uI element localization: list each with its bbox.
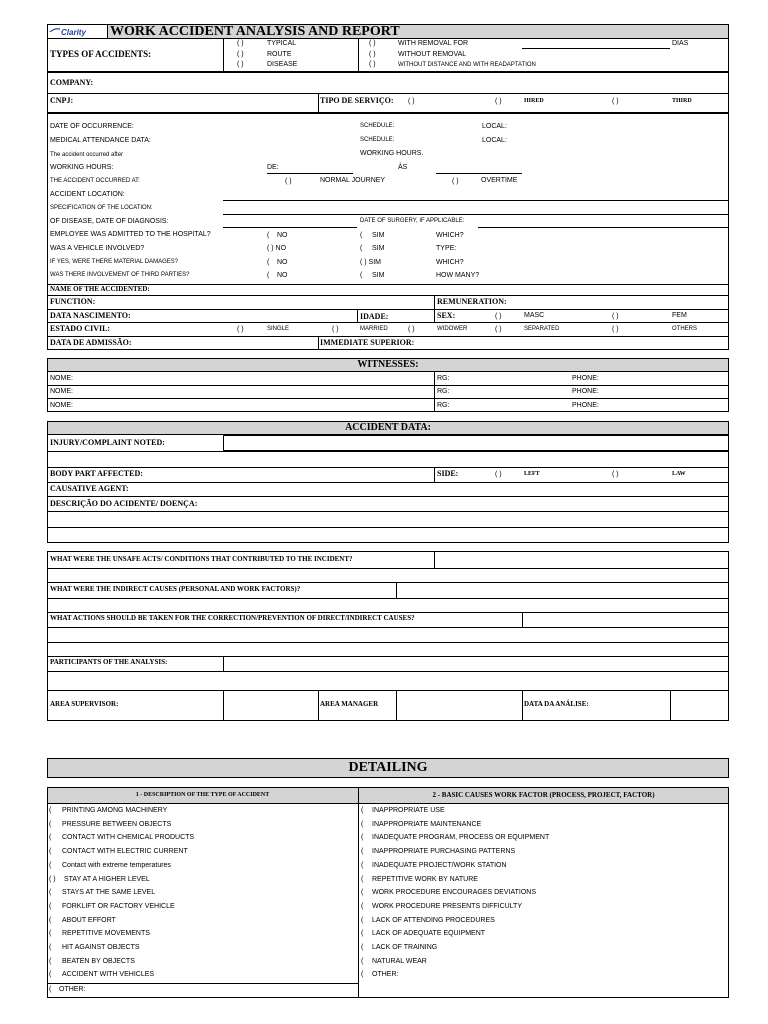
side-left-label: LEFT [524,471,540,477]
basic-cause-item-label: INAPPROPRIATE PURCHASING PATTERNS [372,848,516,856]
service-hired: HIRED [524,98,544,104]
basic-cause-item-mark[interactable]: ( [361,916,364,924]
injury-field[interactable] [223,435,729,451]
actions-divider [522,612,523,627]
type-mark-disease[interactable]: ( ) [237,61,244,68]
accident-type-item-mark[interactable]: ( [49,834,52,842]
idade-divider [357,309,358,322]
service-third: THIRD [672,98,692,104]
accident-type-item-label: STAYS AT THE SAME LEVEL [62,889,156,897]
analysis-row-9 [47,690,729,691]
accident-row-3 [47,482,729,483]
disease-date-field[interactable] [223,227,357,228]
local-label-2: LOCAL: [482,137,507,144]
side-left-mark[interactable]: ( ) [495,471,502,478]
side-law-label: LAW [672,471,686,477]
accident-type-item-label: Contact with extreme temperatures [62,861,171,869]
basic-cause-item-mark[interactable]: ( [361,875,364,883]
cnpj-label: CNPJ: [50,96,74,105]
area-manager-label: AREA MANAGER [320,700,379,708]
basic-cause-item-mark[interactable]: ( [361,861,364,869]
basic-cause-item-label: LACK OF ADEQUATE EQUIPMENT [372,930,486,938]
sign-divider-2 [318,690,319,721]
accident-row-6 [47,527,729,528]
third-no-mark[interactable]: ( [267,272,270,279]
accident-data-title: ACCIDENT DATA: [345,422,431,433]
birth-label: DATA NASCIMENTO: [50,311,131,320]
service-mark-3[interactable]: ( ) [612,98,619,105]
basic-cause-item-label: WORK PROCEDURE ENCOURAGES DEVIATIONS [372,889,537,897]
spec-location-field[interactable] [223,214,729,215]
as-label: ÀS [398,164,408,171]
analysis-row-2 [47,582,729,583]
accident-type-item-label: ACCIDENT WITH VEHICLES [62,971,155,979]
accident-type-item-mark[interactable]: ( [49,916,52,924]
col1-title: 1 - DESCRIPTION OF THE TYPE OF ACCIDENT [135,792,270,798]
accident-type-other-mark[interactable]: ( [49,986,52,993]
accident-row-1 [47,451,729,452]
days-field[interactable] [522,48,670,49]
accident-type-item-label: PRINTING AMONG MACHINERY [62,807,168,814]
surgery-date-field[interactable] [478,227,729,228]
basic-cause-item-label: INAPPROPRIATE MAINTENANCE [372,820,482,828]
types-divider-left [223,38,224,72]
schedule-label-2: SCHEDULE: [360,137,395,143]
accident-type-item-mark[interactable]: ( [49,861,52,869]
service-mark-2[interactable]: ( ) [495,98,502,105]
working-hours-right: WORKING HOURS. [360,150,424,157]
material-no-label: NO [277,259,288,266]
civil-single-label: SINGLE [267,326,290,332]
side-label: SIDE: [437,469,459,478]
civil-separated-label: SEPARATED [524,326,560,332]
witness-2-name: NOME: [50,388,73,395]
sex-fem-mark[interactable]: ( ) [612,313,619,320]
basic-cause-item-label: LACK OF ATTENDING PROCEDURES [372,916,495,924]
third-sim-label: SIM [372,272,385,279]
svg-text:Clarity: Clarity [61,28,86,37]
third-no-label: NO [277,272,288,279]
superior-label: IMMEDIATE SUPERIOR: [320,338,415,347]
accident-type-item-mark[interactable]: ( [49,807,52,814]
basic-cause-item-label: NATURAL WEAR [372,957,427,965]
de-label: DE: [267,164,279,171]
civil-label: ESTADO CIVIL: [50,324,111,333]
material-label: IF YES, WERE THERE MATERIAL DAMAGES? [50,259,179,265]
removal-mark-2[interactable]: ( ) [369,51,376,58]
body-part-label: BODY PART AFFECTED: [50,469,143,478]
types-label: TYPES OF ACCIDENTS: [50,49,152,59]
sign-divider-4 [522,690,523,721]
witness-3-name: NOME: [50,402,73,409]
accident-type-item-mark[interactable]: ( [49,930,52,938]
admitted-which-label: WHICH? [436,232,464,239]
remuneration-label: REMUNERATION: [437,297,507,306]
third-parties-label: WAS THERE INVOLVEMENT OF THIRD PARTIES? [50,272,190,278]
indirect-label: WHAT WERE THE INDIRECT CAUSES (PERSONAL AND WORK FACTORS)? [50,585,301,593]
accident-type-item-mark[interactable]: ( [49,971,52,979]
witness-rg-divider [434,372,435,412]
how-many-label: HOW MANY? [436,272,480,279]
type-label-disease: DISEASE [267,61,298,68]
indirect-divider [396,582,397,598]
basic-cause-item-mark[interactable]: ( [361,944,364,951]
local-label-1: LOCAL: [482,123,507,130]
accident-type-item-label: CONTACT WITH ELECTRIC CURRENT [62,848,188,856]
sign-divider-5 [670,690,671,721]
vehicle-type-label: TYPE: [436,245,457,252]
basic-cause-item-label: LACK OF TRAINING [372,944,438,951]
normal-journey-label: NORMAL JOURNEY [320,177,386,184]
sex-label: SEX: [437,311,456,320]
overtime-label: OVERTIME [481,177,518,184]
basic-cause-item-mark[interactable]: ( [361,889,364,897]
witness-1-rg: RG: [437,375,450,382]
participants-divider [223,656,224,671]
admitted-label: EMPLOYEE WAS ADMITTED TO THE HOSPITAL? [50,231,211,238]
witness-row-1 [47,385,729,386]
analysis-row-3 [47,598,729,599]
clarity-logo [49,27,107,37]
actions-label: WHAT ACTIONS SHOULD BE TAKEN FOR THE CORRECTION/PREVENTION OF DIRECT/INDIRECT CAUSES? [50,614,415,622]
analysis-row-4 [47,612,729,613]
surgery-date-label: DATE OF SURGERY, IF APPLICABLE: [360,218,465,224]
civil-widower-mark[interactable]: ( ) [408,326,415,333]
schedule-label-1: SCHEDULE: [360,123,395,129]
basic-cause-item-label: INAPPROPRIATE USE [372,807,445,814]
company-divider [47,93,729,94]
overtime-mark[interactable]: ( ) [452,178,459,185]
area-supervisor-label: AREA SUPERVISOR: [50,700,119,708]
civil-married-mark[interactable]: ( ) [332,326,339,333]
accidented-row-2 [47,309,729,310]
accident-type-item-mark[interactable]: ( [49,820,52,828]
accident-type-item-mark[interactable]: ( [49,902,52,910]
accident-type-item-label: HIT AGAINST OBJECTS [62,944,140,951]
analysis-row-1 [47,568,729,569]
accident-type-item-mark[interactable]: ( [49,944,52,951]
witness-2-phone: PHONE: [572,388,599,395]
company-label: COMPANY: [50,78,94,87]
as-field[interactable] [436,173,522,174]
admitted-no-label: NO [277,232,288,239]
admitted-sim-label: SIM [372,232,385,239]
accident-type-item-label: REPETITIVE MOVEMENTS [62,930,150,938]
civil-separated-mark[interactable]: ( ) [495,326,502,333]
name-label: NAME OF THE ACCIDENTED: [50,285,150,293]
sex-fem-label: FEM [672,312,687,319]
basic-cause-item-mark[interactable]: ( [361,902,364,910]
basic-cause-item-mark[interactable]: ( [361,971,364,979]
occurred-after-label: The accident occurred after [50,152,124,158]
spec-location-label: SPECIFICATION OF THE LOCATION: [50,205,153,211]
removal-label-3: WITHOUT DISTANCE AND WITH READAPTATION [398,62,536,68]
type-label-route: ROUTE [267,51,292,58]
causative-label: CAUSATIVE AGENT: [50,484,129,493]
accident-row-5 [47,511,729,512]
admitted-no-mark[interactable]: ( [267,232,270,239]
civil-others-label: OTHERS [672,326,698,332]
basic-cause-item-mark[interactable]: ( [361,807,364,814]
days-label: DIAS [672,40,689,47]
basic-cause-item-label: INADEQUATE PROGRAM, PROCESS OR EQUIPMENT [372,834,550,842]
type-mark-typical[interactable]: ( ) [237,40,244,47]
civil-single-mark[interactable]: ( ) [237,326,244,333]
analysis-section [47,551,729,721]
service-divider [318,93,319,113]
sign-divider-3 [396,690,397,721]
sex-masc-label: MASC [524,312,545,319]
accident-type-item-label: PRESSURE BETWEEN OBJECTS [62,820,172,828]
vehicle-sim-label: SIM [372,245,385,252]
accident-row-4 [47,496,729,497]
accident-type-item-label: STAY AT A HIGHER LEVEL [64,875,150,883]
accidented-row-4 [47,336,729,337]
witness-2-rg: RG: [437,388,450,395]
detailing-col-divider [358,787,359,998]
admitted-sim-mark[interactable]: ( [360,232,363,239]
analysis-row-6 [47,642,729,643]
accident-type-item-label: CONTACT WITH CHEMICAL PRODUCTS [62,834,195,842]
accident-row-2 [47,467,729,468]
sex-masc-mark[interactable]: ( ) [495,313,502,320]
accident-type-item-label: FORKLIFT OR FACTORY VEHICLE [62,902,175,910]
basic-cause-item-mark[interactable]: ( [361,930,364,938]
idade-label: IDADE: [360,312,389,321]
accident-location-label: ACCIDENT LOCATION: [50,191,125,198]
side-divider [434,467,435,482]
accident-type-item-mark[interactable]: ( [49,957,52,965]
accidented-row-3 [47,322,729,323]
page-title: WORK ACCIDENT ANALYSIS AND REPORT [110,24,400,39]
witness-1-phone: PHONE: [572,375,599,382]
admission-divider [318,336,319,350]
basic-cause-item-mark[interactable]: ( [361,957,364,965]
witness-3-phone: PHONE: [572,402,599,409]
material-which-label: WHICH? [436,259,464,266]
analysis-date-label: DATA DA ANÁLISE: [524,700,589,708]
analysis-row-7 [47,656,729,657]
basic-cause-item-label: REPETITIVE WORK BY NATURE [372,875,478,883]
accident-type-item-label: BEATEN BY OBJECTS [62,957,135,965]
injury-label: INJURY/COMPLAINT NOTED: [50,438,165,447]
witness-row-2 [47,398,729,399]
basic-cause-item-label: INADEQUATE PROJECT/WORK STATION [372,861,507,869]
civil-married-label: MARRIED [360,326,388,332]
civil-others-mark[interactable]: ( ) [612,326,619,333]
vehicle-sim-mark[interactable]: ( [360,245,363,252]
basic-cause-item-label: WORK PROCEDURE PRESENTS DIFFICULTY [372,902,522,910]
col2-title: 2 - BASIC CAUSES WORK FACTOR (PROCESS, PROJECT, FACTOR) [432,791,655,799]
side-law-mark[interactable]: ( ) [612,471,619,478]
function-label: FUNCTION: [50,297,96,306]
date-occurrence-label: DATE OF OCCURRENCE: [50,123,134,130]
basic-cause-item-mark[interactable]: ( [361,848,364,856]
accident-type-other-label: OTHER: [59,986,86,993]
location-field[interactable] [223,200,729,201]
service-mark-1[interactable]: ( ) [408,98,415,105]
accident-type-item-mark[interactable]: ( ) [49,875,56,883]
removal-label-2: WITHOUT REMOVAL [398,51,467,58]
basic-cause-item-mark[interactable]: ( [361,834,364,842]
removal-mark-3[interactable]: ( ) [369,61,376,68]
admission-label: DATA DE ADMISSÃO: [50,338,132,347]
basic-cause-item-mark[interactable]: ( [361,820,364,828]
normal-journey-mark[interactable]: ( ) [285,178,292,185]
de-field[interactable] [267,173,353,174]
accident-type-item-mark[interactable]: ( [49,848,52,856]
witnesses-title: WITNESSES: [357,359,419,370]
vehicle-label: WAS A VEHICLE INVOLVED? [50,245,145,252]
medical-date-label: MEDICAL ATTENDANCE DATA: [50,137,151,144]
detailing-title: DETAILING [348,760,428,775]
vehicle-no-option[interactable]: ( ) NO [267,245,287,252]
witness-1-name: NOME: [50,375,73,382]
unsafe-label: WHAT WERE THE UNSAFE ACTS/ CONDITIONS THAT CONTRIBUTED TO THE INCIDENT? [50,555,353,563]
occurred-at-label: THE ACCIDENT OCCURRED AT: [50,178,140,184]
disease-date-label: OF DISEASE, DATE OF DIAGNOSIS: [50,218,169,225]
accidented-row-1 [47,295,729,296]
material-no-mark[interactable]: ( [267,259,270,266]
service-label: TIPO DE SERVIÇO: [320,96,394,105]
witness-3-rg: RG: [437,402,450,409]
participants-label: PARTICIPANTS OF THE ANALYSIS: [50,658,168,666]
civil-widower-label: WIDOWER [437,326,468,332]
function-divider [434,295,435,322]
col1-other-line [47,983,358,984]
types-divider-right [358,38,359,72]
accident-type-item-label: ABOUT EFFORT [62,916,116,924]
analysis-row-8 [47,671,729,672]
third-sim-mark[interactable]: ( [360,272,363,279]
type-mark-route[interactable]: ( ) [237,51,244,58]
removal-mark-1[interactable]: ( ) [369,40,376,47]
sign-divider-1 [223,690,224,721]
material-sim-option[interactable]: ( ) SIM [360,259,381,266]
unsafe-divider [434,551,435,568]
working-hours-label: WORKING HOURS: [50,164,114,171]
removal-label-1: WITH REMOVAL FOR [398,40,468,47]
type-label-typical: TYPICAL [267,40,297,47]
basic-cause-item-label: OTHER: [372,971,399,979]
description-label: DESCRIÇÃO DO ACIDENTE/ DOENÇA: [50,499,198,508]
accident-type-item-mark[interactable]: ( [49,889,52,897]
analysis-row-5 [47,627,729,628]
